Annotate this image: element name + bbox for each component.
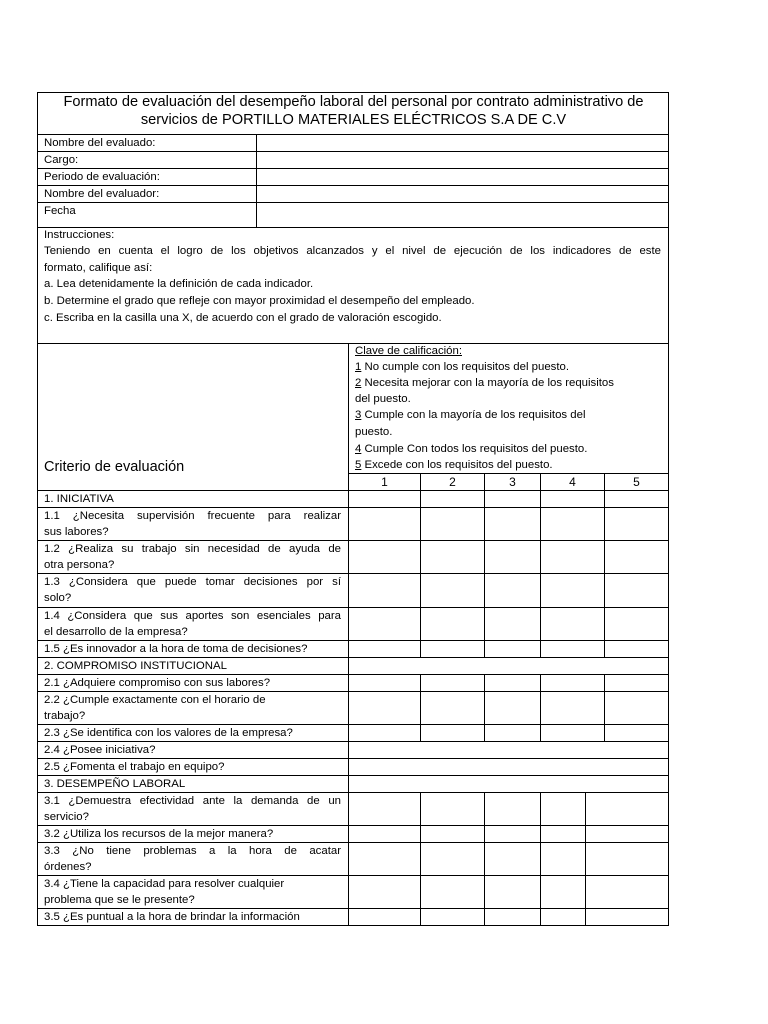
scale-header-3: 3 (509, 475, 516, 489)
instructions-line-2: formato, califique así: (44, 262, 153, 274)
question-1-1-cont: sus labores? (44, 526, 109, 538)
question-2-4: 2.4 ¿Posee iniciativa? (44, 744, 156, 756)
question-3-1-cont: servicio? (44, 811, 89, 823)
form-title-line-2: servicios de PORTILLO MATERIALES ELÉCTRICOS S.A DE C.V (140, 112, 567, 128)
rating-key-3: 3 Cumple con la mayoría de los requisitos del (355, 409, 586, 421)
field-input-nombre-evaluador[interactable] (257, 186, 668, 202)
scale-header-1: 1 (381, 475, 388, 489)
field-input-nombre-evaluado[interactable] (257, 135, 668, 151)
rating-key-heading: Clave de calificación: (355, 345, 462, 357)
instructions-line-1: Teniendo en cuenta el logro de los objetivos alcanzados y el nivel de ejecución de los indicadores de este (44, 245, 661, 257)
instructions-heading: Instrucciones: (44, 229, 115, 241)
field-label-fecha: Fecha (44, 205, 76, 217)
rating-key-4: 4 Cumple Con todos los requisitos del puesto. (355, 443, 588, 455)
question-2-3: 2.3 ¿Se identifica con los valores de la empresa? (44, 727, 293, 739)
field-input-cargo[interactable] (257, 152, 668, 168)
rating-key-5: 5 Excede con los requisitos del puesto. (355, 459, 553, 471)
question-1-4-cont: el desarrollo de la empresa? (44, 626, 188, 638)
question-1-1: 1.1 ¿Necesita supervisión frecuente para realizar (44, 510, 341, 522)
question-3-4-cont: problema que se le presente? (44, 894, 195, 906)
question-1-5: 1.5 ¿Es innovador a la hora de toma de decisiones? (44, 643, 308, 655)
question-3-1: 3.1 ¿Demuestra efectividad ante la demanda de un (44, 795, 341, 807)
rating-key-2-cont: del puesto. (355, 393, 411, 405)
question-3-4: 3.4 ¿Tiene la capacidad para resolver cualquier (44, 878, 285, 890)
question-2-1: 2.1 ¿Adquiere compromiso con sus labores? (44, 677, 271, 689)
field-label-nombre-evaluador: Nombre del evaluador: (44, 188, 160, 200)
section-compromiso: 2. COMPROMISO INSTITUCIONAL (44, 660, 227, 672)
instruction-c: c. Escriba en la casilla una X, de acuerdo con el grado de valoración escogido. (44, 312, 442, 324)
instruction-b: b. Determine el grado que refleje con mayor proximidad el desempeño del empleado. (44, 295, 475, 307)
question-3-2: 3.2 ¿Utiliza los recursos de la mejor manera? (44, 828, 274, 840)
form-title (38, 93, 669, 129)
question-1-3: 1.3 ¿Considera que puede tomar decisiones por sí (44, 576, 341, 588)
field-label-cargo: Cargo: (44, 154, 79, 166)
field-label-nombre-evaluado: Nombre del evaluado: (44, 137, 156, 149)
field-input-periodo[interactable] (257, 169, 668, 185)
scale-header-5: 5 (633, 475, 640, 489)
scale-header-2: 2 (449, 475, 456, 489)
question-2-2: 2.2 ¿Cumple exactamente con el horario de (44, 694, 266, 706)
question-3-3-cont: órdenes? (44, 861, 92, 873)
criterio-label: Criterio de evaluación (44, 459, 185, 475)
question-3-3: 3.3 ¿No tiene problemas a la hora de acatar (44, 845, 341, 857)
field-input-fecha[interactable] (257, 203, 668, 227)
question-3-5: 3.5 ¿Es puntual a la hora de brindar la información (44, 911, 300, 923)
form-title-line-1: Formato de evaluación del desempeño laboral del personal por contrato administrativo de (63, 94, 644, 110)
question-1-4: 1.4 ¿Considera que sus aportes son esenciales para (44, 610, 341, 622)
question-2-2-cont: trabajo? (44, 710, 86, 722)
scale-header-4: 4 (569, 475, 576, 489)
rating-key-1: 1 No cumple con los requisitos del puesto. (355, 361, 570, 373)
section-desempeno: 3. DESEMPEÑO LABORAL (44, 778, 186, 790)
question-1-3-cont: solo? (44, 592, 72, 604)
question-2-5: 2.5 ¿Fomenta el trabajo en equipo? (44, 761, 225, 773)
field-label-periodo: Periodo de evaluación: (44, 171, 160, 183)
instruction-a: a. Lea detenidamente la definición de cada indicador. (44, 278, 314, 290)
section-iniciativa: 1. INICIATIVA (44, 493, 114, 505)
rating-key-3-cont: puesto. (355, 426, 393, 438)
question-1-2: 1.2 ¿Realiza su trabajo sin necesidad de ayuda de (44, 543, 341, 555)
question-1-2-cont: otra persona? (44, 559, 115, 571)
rating-key-2: 2 Necesita mejorar con la mayoría de los requisitos (355, 377, 614, 389)
